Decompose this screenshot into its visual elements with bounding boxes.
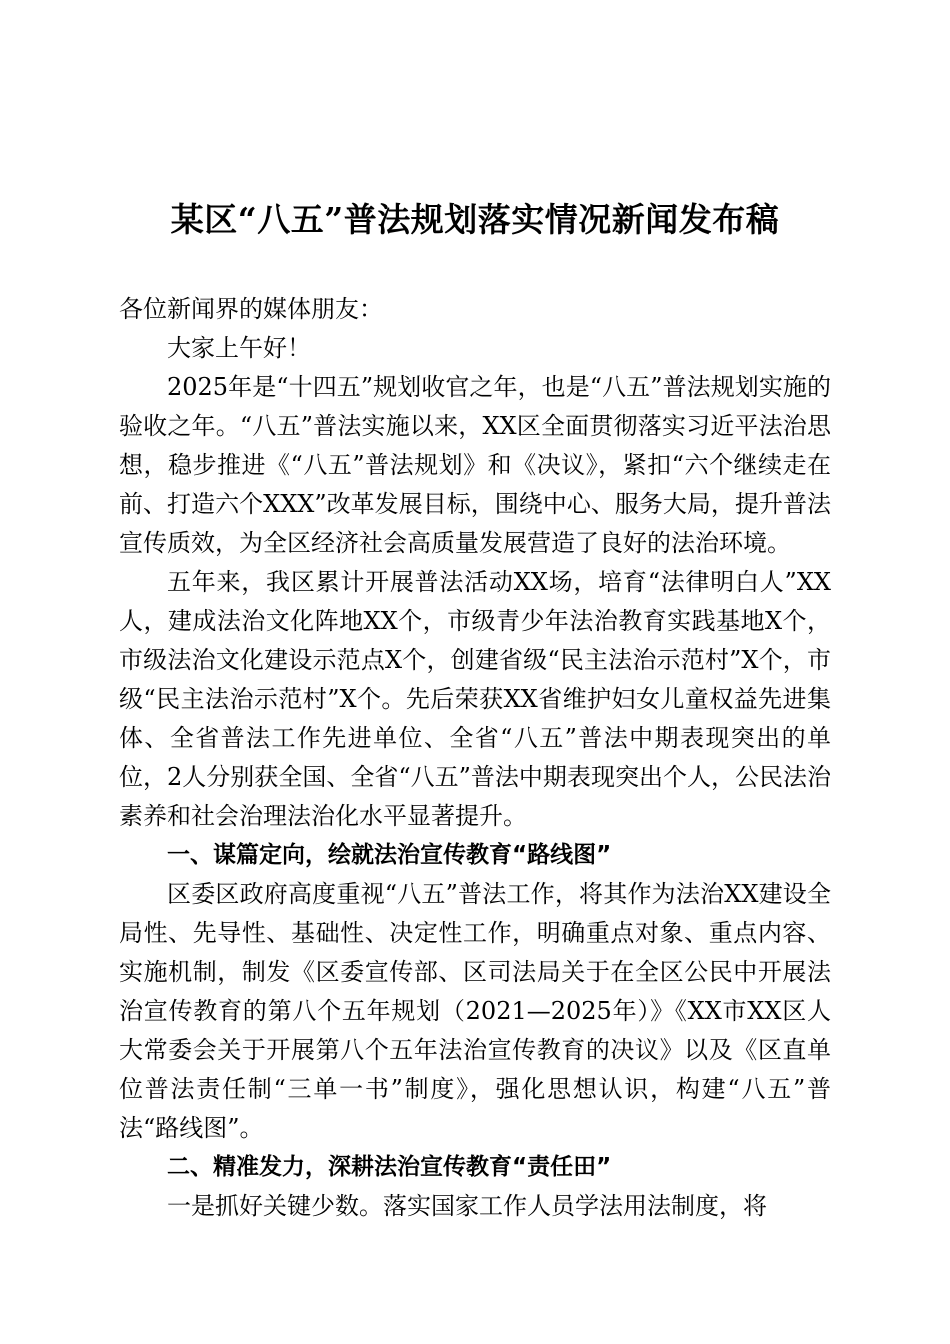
paragraph-intro: 2025年是“十四五”规划收官之年，也是“八五”普法规划实施的验收之年。“八五”普法实施以来，XX区全面贯彻落实习近平法治思想，稳步推进《“八五”普法规划》和《决议》，紧扣“六个继续走在前、打造六个XXX”改革发展目标，围绕中心、服务大局，提升普法宣传质效，为全区经济社会高质量发展营造了良好的法治环境。	[119, 373, 831, 557]
section-heading-1: 一、谋篇定向，绘就法治宣传教育“路线图”	[167, 842, 612, 868]
salutation: 各位新闻界的媒体朋友：	[119, 295, 383, 323]
section-1-paragraph: 区委区政府高度重视“八五”普法工作，将其作为法治XX建设全局性、先导性、基础性、决定性工作，明确重点对象、重点内容、实施机制，制发《区委宣传部、区司法局关于在全区公民中开展法治宣传教育的第八个五年规划（2021—2025年）》《XX市XX区人大常委会关于开展第八个五年法治宣传教育的决议》以及《区直单位普法责任制“三单一书”制度》，强化思想认识，构建“八五”普法“路线图”。	[119, 880, 831, 1142]
paragraph-achievements: 五年来，我区累计开展普法活动XX场，培育“法律明白人”XX人，建成法治文化阵地XX个，市级青少年法治教育实践基地X个，市级法治文化建设示范点X个，创建省级“民主法治示范村”X个，市级“民主法治示范村”X个。先后荣获XX省维护妇女儿童权益先进集体、全省普法工作先进单位、全省“八五”普法中期表现突出的单位，2人分别获全国、全省“八五”普法中期表现突出个人，公民法治素养和社会治理法治化水平显著提升。	[119, 568, 831, 830]
document-body	[119, 290, 831, 1226]
greeting: 大家上午好！	[167, 334, 311, 362]
document-title: 某区“八五”普法规划落实情况新闻发布稿	[170, 200, 780, 239]
section-heading-2: 二、精准发力，深耕法治宣传教育“责任田”	[167, 1154, 612, 1180]
section-2-paragraph: 一是抓好关键少数。落实国家工作人员学法用法制度，将	[167, 1192, 767, 1220]
